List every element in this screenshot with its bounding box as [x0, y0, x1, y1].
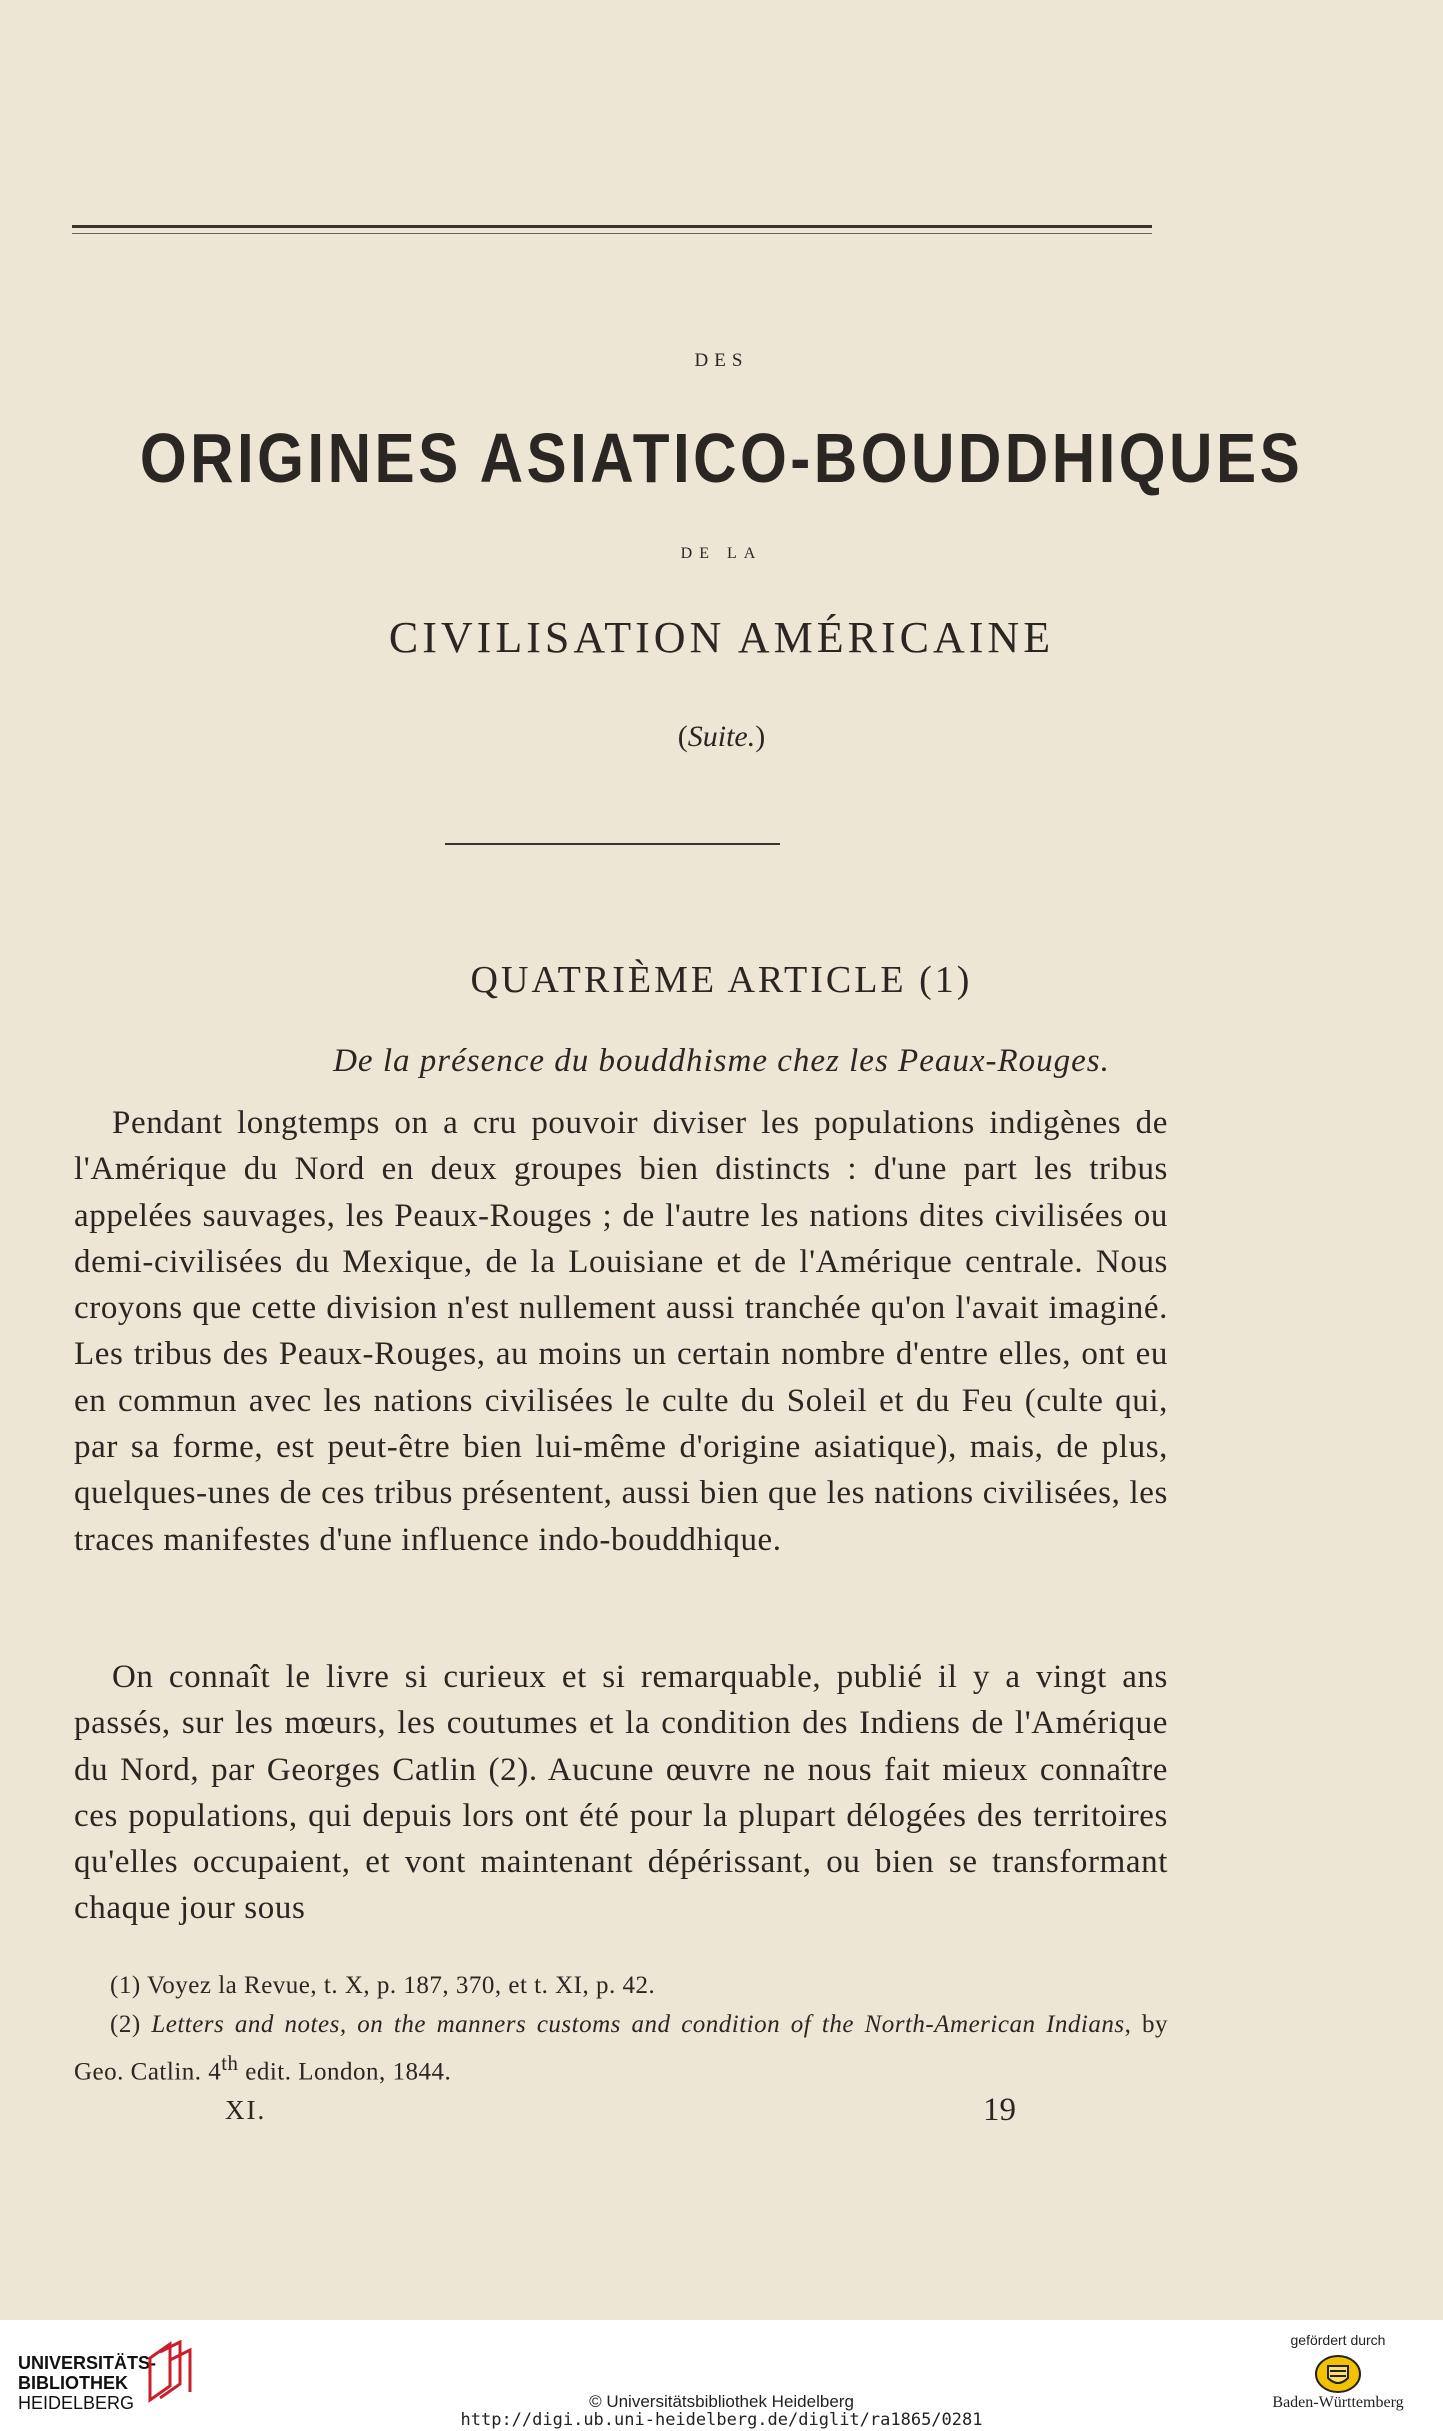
permalink-url[interactable]: http://digi.ub.uni-heidelberg.de/diglit/ra1865/0281	[460, 2410, 983, 2430]
library-line-3: HEIDELBERG	[18, 2393, 135, 2413]
title-de-la: DE LA	[680, 545, 763, 562]
main-title: ORIGINES ASIATICO-BOUDDHIQUES	[139, 419, 1304, 497]
top-rule-thin	[72, 233, 1152, 234]
article-subheading: De la présence du bouddhisme chez les Peaux-Rouges.	[333, 1043, 1110, 1079]
article-heading: QUATRIÈME ARTICLE (1)	[470, 959, 973, 1001]
funder-name: Baden-Württemberg	[1272, 2394, 1404, 2411]
page-number: 19	[983, 2092, 1016, 2128]
library-line-2: BIBLIOTHEK	[18, 2373, 128, 2393]
title-des: DES	[694, 350, 749, 371]
footnote-2: (2) Letters and notes, on the manners customs and condition of the North-American Indians, by Geo. Catlin. 4th edit. London, 1844.	[74, 2011, 1169, 2086]
funder-block[interactable]	[1263, 2332, 1413, 2412]
footer-bar	[0, 2320, 1443, 2431]
subtitle: CIVILISATION AMÉRICAINE	[388, 613, 1055, 662]
library-line-1: UNIVERSITÄTS-	[18, 2353, 157, 2373]
state-coat-of-arms-icon	[1310, 2354, 1366, 2394]
paragraph-2: On connaît le livre si curieux et si remarquable, publié il y a vingt ans passés, sur les mœurs, les coutumes et la condition des Indiens de l'Amérique du Nord, par Georges Catlin (2). Aucune œuvre ne nous fait mieux connaître ces populations, qui depuis lors ont été pour la plupart délogées des territoires qu'elles occupaient, et vont maintenant dépérissant, ou bien se transformant chaque jour sous	[74, 1659, 1168, 1927]
section-rule	[445, 843, 780, 845]
top-rule	[72, 225, 1152, 228]
paragraph-1: Pendant longtemps on a cru pouvoir diviser les populations indigènes de l'Amérique du Nord en deux groupes bien distincts : d'une part les tribus appelées sauvages, les Peaux-Rouges ; de l'autre les nations dites civilisées ou demi-civilisées du Mexique, de la Louisiane et de l'Amérique centrale. Nous croyons que cette division n'est nullement aussi tranchée qu'on l'avait imaginé. Les tribus des Peaux-Rouges, au moins un certain nombre d'entre elles, ont eu en commun avec les nations civilisées le culte du Soleil et du Feu (culte qui, par sa forme, est peut-être bien lui-même d'origine asiatique), mais, de plus, quelques-unes de ces tribus présentent, aussi bien que les nations civilisées, les traces manifestes d'une influence indo-bouddhique.	[74, 1105, 1168, 1558]
signature-mark: XI.	[225, 2095, 267, 2125]
footnote-1: (1) Voyez la Revue, t. X, p. 187, 370, et t. XI, p. 42.	[110, 1972, 656, 1999]
suite-label: (Suite.)	[677, 720, 766, 753]
copyright-text: © Universitätsbibliothek Heidelberg	[589, 2392, 854, 2411]
footnotes	[74, 1966, 1168, 2091]
funded-by-label: gefördert durch	[1290, 2332, 1386, 2348]
